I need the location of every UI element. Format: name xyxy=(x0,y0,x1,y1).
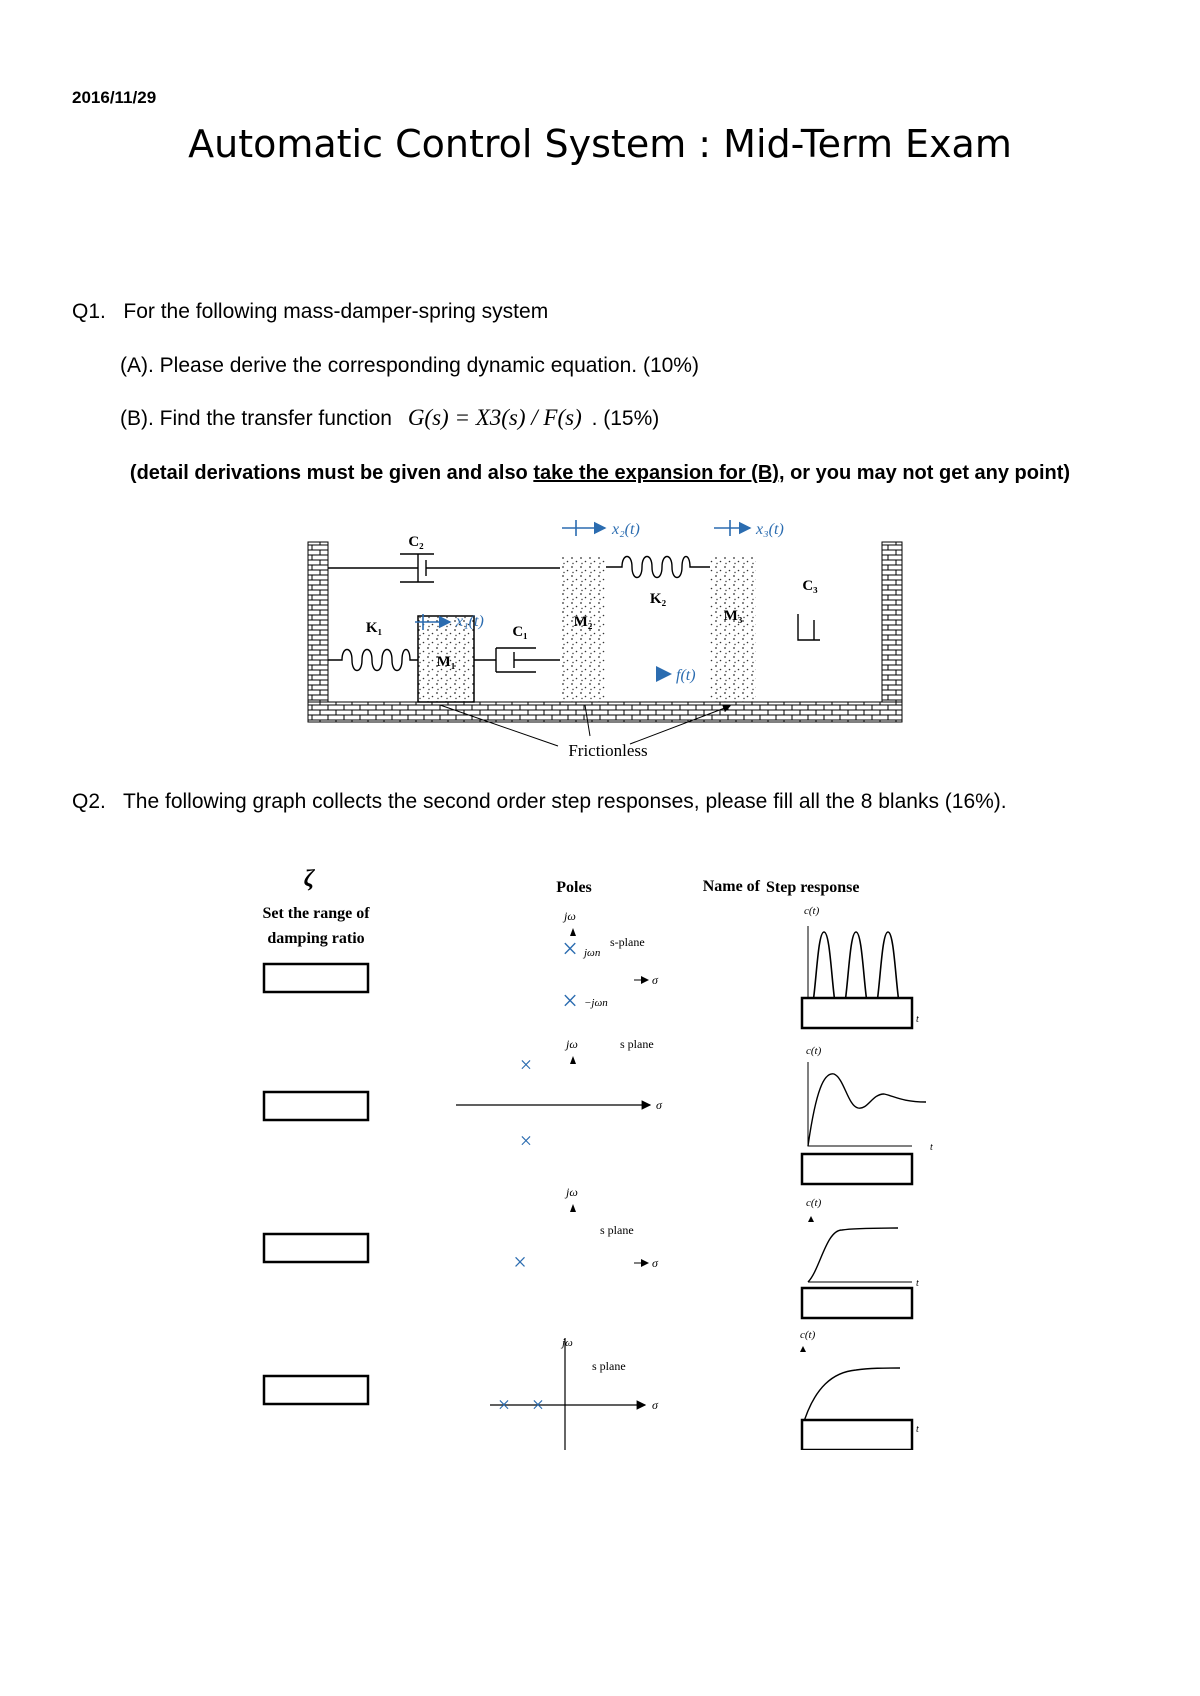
zeta-caption-2: damping ratio xyxy=(267,930,365,947)
m1-label: M₁ xyxy=(436,654,456,670)
t-label-1: t xyxy=(916,1014,919,1025)
ct-label-3: c(t) xyxy=(806,1197,822,1209)
exam-date: 2016/11/29 xyxy=(72,88,157,107)
x3-label: x₃(t) xyxy=(756,521,784,538)
s-plane-label-4: s plane xyxy=(592,1359,626,1373)
q1-part-b xyxy=(120,405,659,431)
jw-label-3: jω xyxy=(566,1185,578,1199)
step-name-box-1[interactable] xyxy=(802,998,912,1028)
sigma-label-3: σ xyxy=(652,1256,658,1270)
force-label: f(t) xyxy=(676,667,696,684)
pole-marker-double: × xyxy=(513,1250,527,1276)
q1-part-a: (A). Please derive the corresponding dynamic equation. (10%) xyxy=(120,354,699,377)
pole-plot-undamped xyxy=(562,909,659,1017)
right-wall xyxy=(882,542,902,722)
q1-label: Q1. xyxy=(72,300,106,323)
sigma-label-2: σ xyxy=(656,1098,662,1112)
s-plane-label-1: s-plane xyxy=(610,935,645,949)
step-response-plot-3 xyxy=(802,1197,919,1318)
q1-prompt xyxy=(72,300,548,324)
jw-label-2: jω xyxy=(566,1037,578,1051)
pole-marker: × xyxy=(497,1392,511,1417)
sigma-label-1: σ xyxy=(652,973,658,987)
step-response-table xyxy=(240,850,960,1450)
step-name-box-3[interactable] xyxy=(802,1288,912,1318)
step-name-box-2[interactable] xyxy=(802,1154,912,1184)
x3-arrow xyxy=(714,520,750,536)
s-plane-label-2: s plane xyxy=(620,1037,654,1051)
t-label-3: t xyxy=(916,1278,919,1289)
zeta-answer-box-4[interactable] xyxy=(264,1376,368,1404)
pole-marker: × xyxy=(531,1392,545,1417)
q1-note-before: (detail derivations must be given and also xyxy=(129,462,534,484)
t-label-4: t xyxy=(916,1424,919,1435)
q1-part-b-suffix: . (15%) xyxy=(591,407,660,430)
m2-label: M₂ xyxy=(573,614,593,630)
ct-label-4: c(t) xyxy=(800,1329,816,1341)
k1-label: K₁ xyxy=(365,620,383,636)
x1-label: x₁(t) xyxy=(456,613,484,630)
step-response-plot-1 xyxy=(802,905,919,1028)
q1-note xyxy=(0,462,1200,485)
mass-damper-spring-diagram xyxy=(300,520,910,770)
c3-label: C₃ xyxy=(802,578,818,594)
pole-plot-critically-damped xyxy=(513,1185,659,1276)
pole-marker: × xyxy=(562,934,578,965)
t-label-2: t xyxy=(930,1142,933,1153)
k2-label: K₂ xyxy=(649,591,667,607)
q2-prompt xyxy=(72,790,1007,814)
left-wall xyxy=(308,542,328,722)
s-plane-label-3: s plane xyxy=(600,1223,634,1237)
jwn-label: jωn xyxy=(584,947,601,959)
pole-plot-overdamped xyxy=(490,1337,659,1450)
step-response-plot-4 xyxy=(800,1329,919,1450)
sigma-label-4: σ xyxy=(652,1398,658,1412)
ct-label-2: c(t) xyxy=(806,1045,822,1057)
m3-label: M₃ xyxy=(723,608,743,624)
transfer-function-formula: G(s) = X3(s) / F(s) xyxy=(407,405,582,430)
poles-header: Poles xyxy=(556,879,592,896)
ct-label-1: c(t) xyxy=(804,905,820,917)
spring-k2 xyxy=(606,557,710,578)
step-name-box-4[interactable] xyxy=(802,1420,912,1450)
jw-label-1: jω xyxy=(564,909,576,923)
name-of-header: Name of xyxy=(702,878,760,895)
c1-label: C₁ xyxy=(512,624,528,640)
pole-marker: × xyxy=(519,1052,533,1077)
pole-plot-underdamped xyxy=(456,1037,663,1153)
zeta-caption-1: Set the range of xyxy=(262,905,370,922)
q2-label: Q2. xyxy=(72,790,106,813)
pole-marker: × xyxy=(562,986,578,1017)
x2-arrow xyxy=(562,520,605,536)
zeta-answer-box-2[interactable] xyxy=(264,1092,368,1120)
q1-text: For the following mass-damper-spring system xyxy=(123,300,549,323)
mass-m3 xyxy=(710,556,756,702)
damper-c2 xyxy=(328,554,560,582)
frictionless-label: Frictionless xyxy=(568,741,648,760)
neg-jwn-label: −jωn xyxy=(584,997,608,1009)
pole-marker: × xyxy=(519,1128,533,1153)
q2-text: The following graph collects the second order step responses, please fill all the 8 blanks (16%). xyxy=(122,790,1007,813)
step-response-plot-2 xyxy=(802,1045,933,1184)
zeta-answer-box-3[interactable] xyxy=(264,1234,368,1262)
x2-label: x₂(t) xyxy=(612,521,640,538)
q1-note-underlined: take the expansion for (B) xyxy=(533,462,779,484)
q1-note-after: , or you may not get any point) xyxy=(778,462,1071,484)
damper-c3 xyxy=(798,614,820,640)
spring-k1 xyxy=(328,650,418,671)
zeta-symbol: ζ xyxy=(303,866,315,892)
jw-label-4: jω xyxy=(562,1337,573,1349)
c2-label: C₂ xyxy=(408,534,424,550)
step-response-header: Step response xyxy=(766,879,860,896)
q1-part-b-prefix: (B). Find the transfer function xyxy=(120,407,392,430)
page-title: Automatic Control System : Mid-Term Exam xyxy=(188,122,1012,166)
floor xyxy=(308,702,902,722)
zeta-answer-box-1[interactable] xyxy=(264,964,368,992)
damper-c1 xyxy=(474,648,560,672)
